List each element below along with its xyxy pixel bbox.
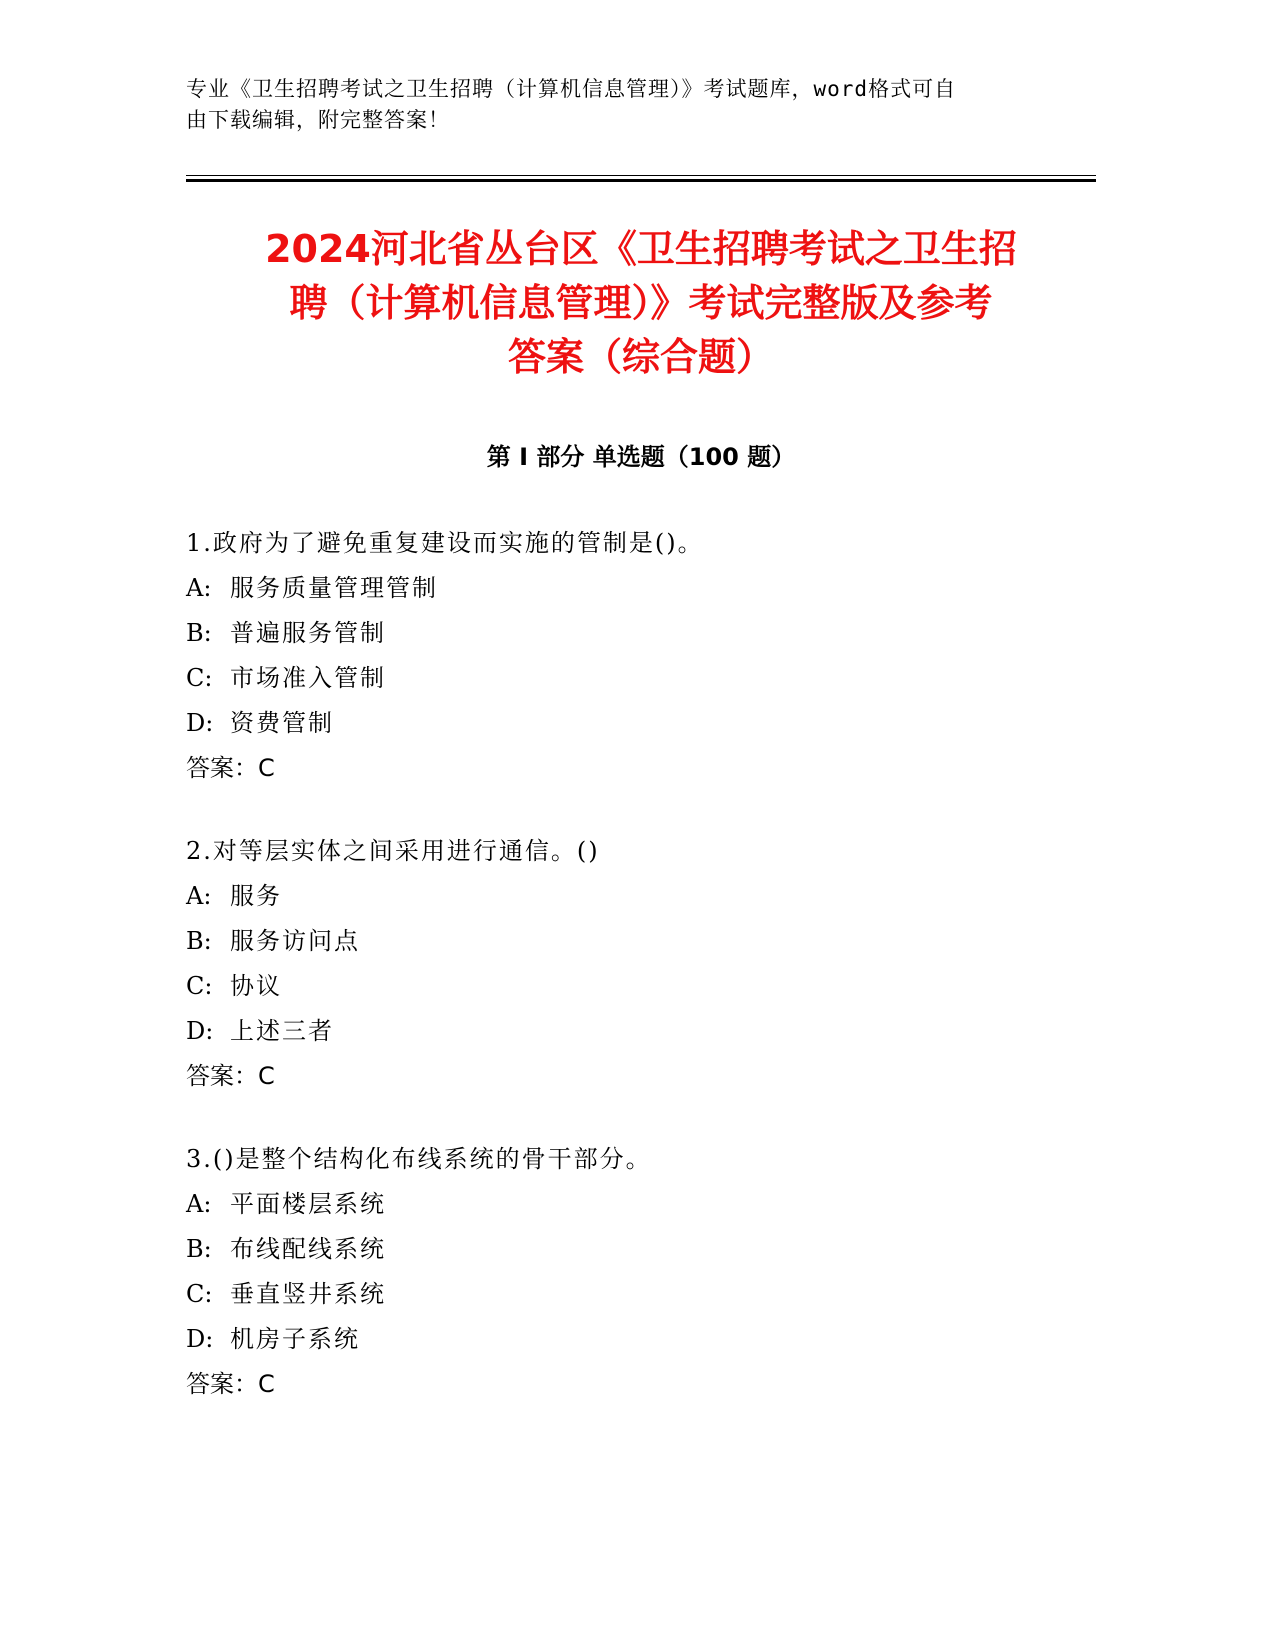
option-text: 上述三者 — [230, 1017, 334, 1045]
option-text: 布线配线系统 — [230, 1235, 386, 1263]
option-text: 协议 — [230, 972, 282, 1000]
option-c — [186, 964, 1096, 1009]
option-a — [186, 874, 1096, 919]
option-label: B: — [186, 927, 212, 955]
option-label: B: — [186, 619, 212, 647]
document-intro — [186, 74, 1066, 136]
question-item — [186, 1137, 1096, 1407]
question-stem: 3.()是整个结构化布线系统的骨干部分。 — [186, 1145, 652, 1173]
option-text: 服务质量管理管制 — [230, 574, 438, 602]
option-label: C: — [186, 664, 213, 692]
option-c — [186, 656, 1096, 701]
header-divider-thin — [186, 175, 1096, 176]
intro-line-2: 由下载编辑，附完整答案！ — [186, 108, 450, 132]
option-label: A: — [186, 882, 212, 910]
option-label: A: — [186, 574, 212, 602]
title-line-3: 答案（综合题） — [507, 335, 774, 379]
option-text: 机房子系统 — [230, 1325, 360, 1353]
option-d — [186, 1317, 1096, 1362]
answer-line: 答案：C — [186, 754, 275, 782]
option-c — [186, 1272, 1096, 1317]
option-label: C: — [186, 972, 213, 1000]
option-label: D: — [186, 709, 214, 737]
title-line-2: 聘（计算机信息管理）》考试完整版及参考 — [289, 281, 993, 325]
option-label: B: — [186, 1235, 212, 1263]
option-text: 平面楼层系统 — [230, 1190, 386, 1218]
option-text: 服务访问点 — [230, 927, 360, 955]
option-label: C: — [186, 1280, 213, 1308]
option-text: 市场准入管制 — [230, 664, 386, 692]
header-divider-thick — [186, 179, 1096, 182]
option-b — [186, 611, 1096, 656]
question-item — [186, 521, 1096, 791]
option-b — [186, 919, 1096, 964]
option-text: 资费管制 — [230, 709, 334, 737]
answer-line: 答案：C — [186, 1370, 275, 1398]
question-stem: 2.对等层实体之间采用进行通信。() — [186, 837, 600, 865]
option-label: D: — [186, 1325, 214, 1353]
option-label: A: — [186, 1190, 212, 1218]
section-heading: 第 I 部分 单选题（100 题） — [486, 443, 796, 471]
intro-line-1: 专业《卫生招聘考试之卫生招聘（计算机信息管理）》考试题库，word格式可自 — [186, 77, 957, 101]
option-a — [186, 566, 1096, 611]
option-d — [186, 701, 1096, 746]
option-b — [186, 1227, 1096, 1272]
option-text: 服务 — [230, 882, 282, 910]
option-d — [186, 1009, 1096, 1054]
question-item — [186, 829, 1096, 1099]
question-list — [186, 521, 1096, 1445]
answer-line: 答案：C — [186, 1062, 275, 1090]
option-text: 普遍服务管制 — [230, 619, 386, 647]
option-label: D: — [186, 1017, 214, 1045]
document-title — [186, 222, 1096, 384]
option-a — [186, 1182, 1096, 1227]
question-stem: 1.政府为了避免重复建设而实施的管制是()。 — [186, 529, 704, 557]
title-line-1: 2024河北省丛台区《卫生招聘考试之卫生招 — [265, 227, 1017, 271]
option-text: 垂直竖井系统 — [230, 1280, 386, 1308]
